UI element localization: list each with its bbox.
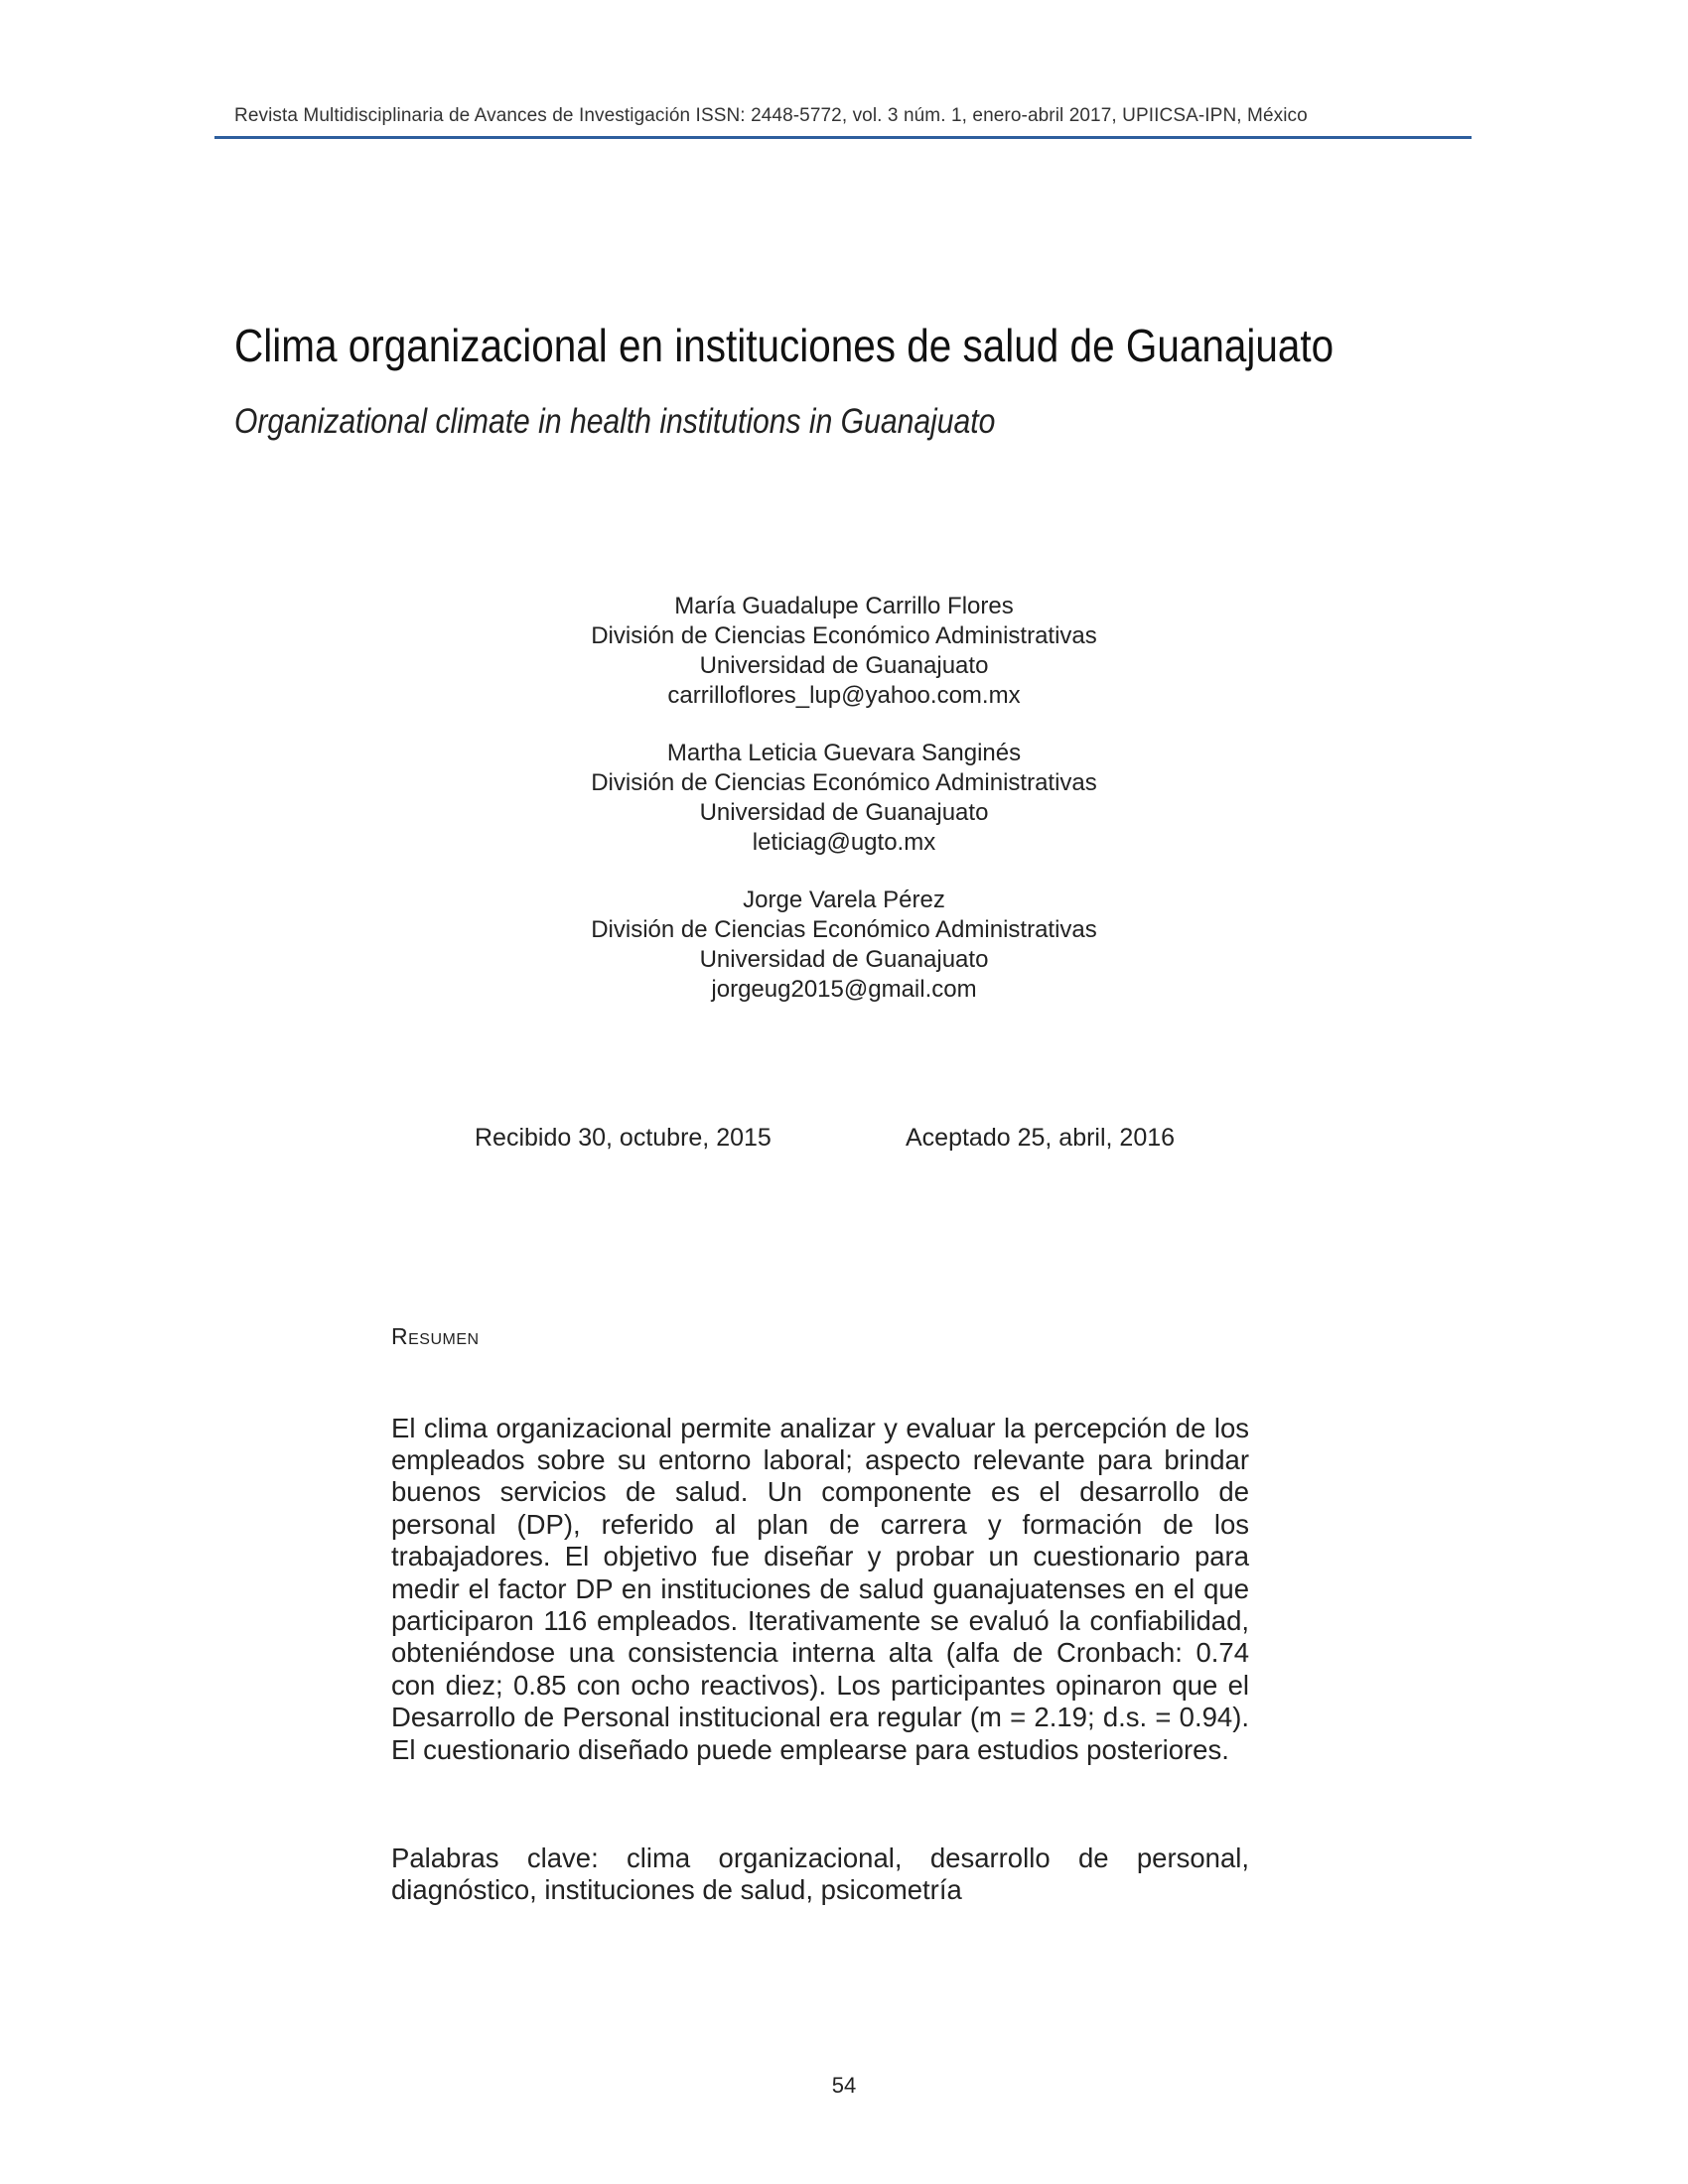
author-division: División de Ciencias Económico Administrativas bbox=[591, 916, 1097, 943]
date-accepted: Aceptado 25, abril, 2016 bbox=[906, 1124, 1176, 1152]
author-block bbox=[496, 592, 1192, 711]
author-university: Universidad de Guanajuato bbox=[699, 799, 989, 826]
page-number: 54 bbox=[831, 2073, 857, 2098]
author-name: Martha Leticia Guevara Sanginés bbox=[666, 740, 1022, 766]
date-received: Recibido 30, octubre, 2015 bbox=[475, 1124, 772, 1152]
running-header: Revista Multidisciplinaria de Avances de Investigación ISSN: 2448-5772, vol. 3 núm. 1, enero-abril 2017, UPIICSA-IPN, México bbox=[234, 105, 1308, 126]
author-division: División de Ciencias Económico Administrativas bbox=[591, 769, 1097, 796]
article-title: Clima organizacional en instituciones de salud de Guanajuato bbox=[234, 319, 1335, 371]
abstract-heading: Resumen bbox=[391, 1323, 480, 1349]
article-title-english: Organizational climate in health institutions in Guanajuato bbox=[234, 402, 996, 441]
author-email: jorgeug2015@gmail.com bbox=[711, 976, 977, 1003]
author-name: Jorge Varela Pérez bbox=[743, 887, 945, 913]
author-name: María Guadalupe Carrillo Flores bbox=[674, 593, 1014, 619]
author-division: División de Ciencias Económico Administrativas bbox=[591, 622, 1097, 649]
abstract-text: El clima organizacional permite analizar y evaluar la percepción de los empleados sobre su entorno laboral; aspecto relevante para brindar buenos servicios de salud. Un componente es el desarrollo de personal (DP), referido al plan de carrera y formación de los trabajadores. El objetivo fue diseñar y probar un cuestionario para medir el factor DP en instituciones de salud guanajuatenses en el que participaron 116 empleados. Iterativamente se evaluó la confiabilidad, obteniéndose una consistencia interna alta (alfa de Cronbach: 0.74 con diez; 0.85 con ocho reactivos). Los participantes opinaron que el Desarrollo de Personal institucional era regular (m = 2.19; d.s. = 0.94). El cuestionario diseñado puede emplearse para estudios posteriores. bbox=[391, 1412, 1249, 1765]
author-block bbox=[496, 739, 1192, 858]
author-university: Universidad de Guanajuato bbox=[699, 946, 989, 973]
author-list bbox=[496, 592, 1192, 1032]
author-university: Universidad de Guanajuato bbox=[699, 652, 989, 679]
author-email: leticiag@ugto.mx bbox=[752, 829, 936, 856]
keywords: Palabras clave: clima organizacional, desarrollo de personal, diagnóstico, instituciones de salud, psicometría bbox=[391, 1842, 1249, 1905]
header-rule bbox=[214, 136, 1472, 139]
author-block bbox=[496, 886, 1192, 1005]
author-email: carrilloflores_lup@yahoo.com.mx bbox=[667, 682, 1021, 709]
